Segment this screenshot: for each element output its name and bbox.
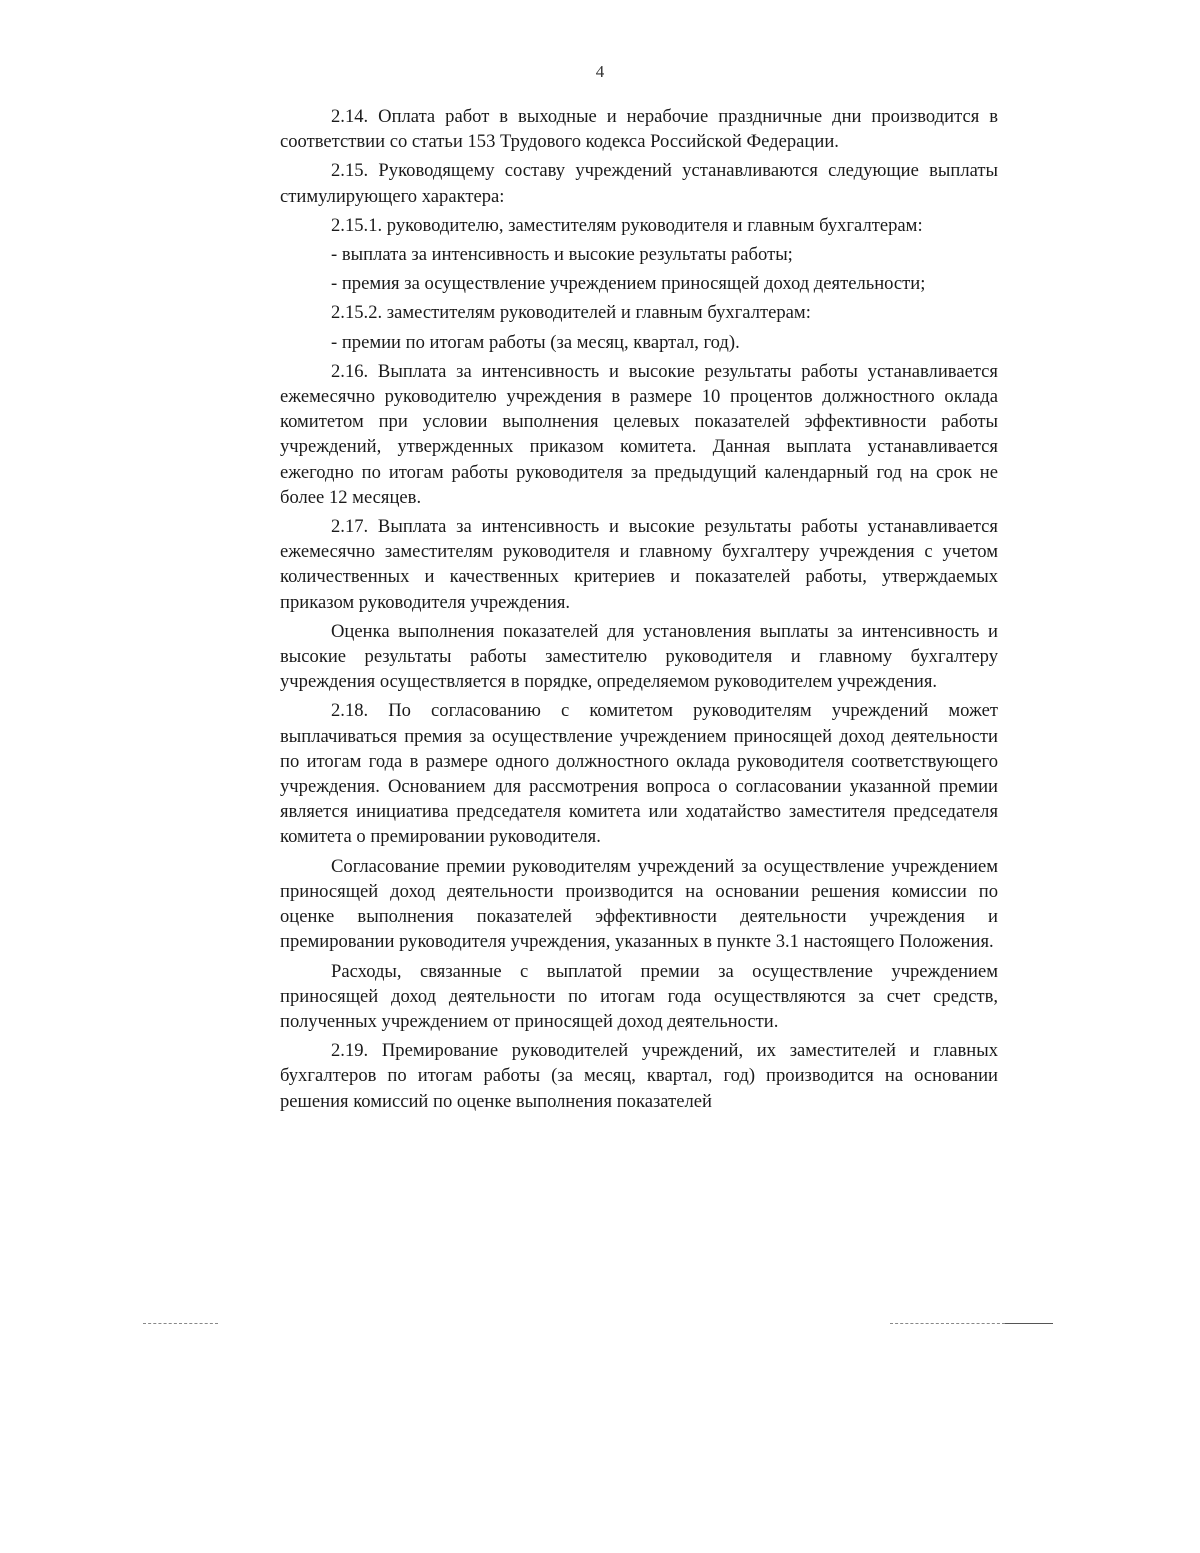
paragraph-2-16: 2.16. Выплата за интенсивность и высокие результаты работы устанавливается ежемесячно руководителю учреждения в размере 10 процентов должностного оклада комитетом при условии выполнения целевых показателей эффективности работы учреждений, утвержденных приказом комитета. Данная выплата устанавливается ежегодно по итогам работы руководителя за предыдущий календарный год на срок не более 12 месяцев. (280, 360, 998, 508)
paragraph-2-15: 2.15. Руководящему составу учреждений устанавливаются следующие выплаты стимулирующего характера: (280, 160, 998, 207)
list-item-income-bonus: - премия за осуществление учреждением приносящей доход деятельности; (331, 273, 926, 295)
paragraph-approval: Согласование премии руководителям учреждений за осуществление учреждением приносящей доход деятельности производится на основании решения комиссии по оценке выполнения показателей эффективности деятельности учреждения и премировании руководителя учреждения, указанных в пункте 3.1 настоящего Положения. (280, 855, 998, 953)
list-item-period-bonus: - премии по итогам работы (за месяц, квартал, год). (331, 331, 740, 353)
paragraph-expenses: Расходы, связанные с выплатой премии за осуществление учреждением приносящей доход деятельности по итогам года осуществляются за счет средств, полученных учреждением от приносящей доход деятельности. (280, 960, 998, 1032)
paragraph-2-19: 2.19. Премирование руководителей учреждений, их заместителей и главных бухгалтеров по итогам работы (за месяц, квартал, год) производится на основании решения комиссий по оценке выполнения показателей (280, 1040, 998, 1112)
paragraph-2-17: 2.17. Выплата за интенсивность и высокие результаты работы устанавливается ежемесячно заместителям руководителя и главному бухгалтеру учреждения с учетом количественных и качественных критериев и показателей работы, утверждаемых приказом руководителя учреждения. (280, 516, 998, 613)
paragraph-evaluation: Оценка выполнения показателей для установления выплаты за интенсивность и высокие результаты работы заместителю руководителя и главному бухгалтеру учреждения осуществляется в порядке, определяемом руководителем учреждения. (280, 620, 998, 693)
page-number: 4 (595, 62, 605, 81)
paragraph-2-15-2: 2.15.2. заместителям руководителей и главным бухгалтерам: (331, 302, 811, 324)
document-body (280, 104, 998, 1114)
scan-artifact-right (890, 1323, 1005, 1324)
scan-artifact-left (143, 1323, 218, 1324)
paragraph-2-15-1: 2.15.1. руководителю, заместителям руководителя и главным бухгалтерам: (331, 214, 923, 236)
paragraph-2-18: 2.18. По согласованию с комитетом руководителям учреждений может выплачиваться премия за осуществление учреждением приносящей доход деятельности по итогам года в размере одного должностного оклада руководителя соответствующего учреждения. Основанием для рассмотрения вопроса о согласовании указанной премии является инициатива председателя комитета или ходатайство заместителя председателя комитета о премировании руководителя. (280, 700, 998, 848)
list-item-intensity-payment: - выплата за интенсивность и высокие результаты работы; (331, 244, 793, 266)
scan-artifact-right-solid (1005, 1323, 1053, 1324)
paragraph-2-14: 2.14. Оплата работ в выходные и нерабочие праздничные дни производится в соответствии со статьи 153 Трудового кодекса Российской Федерации. (280, 106, 998, 153)
